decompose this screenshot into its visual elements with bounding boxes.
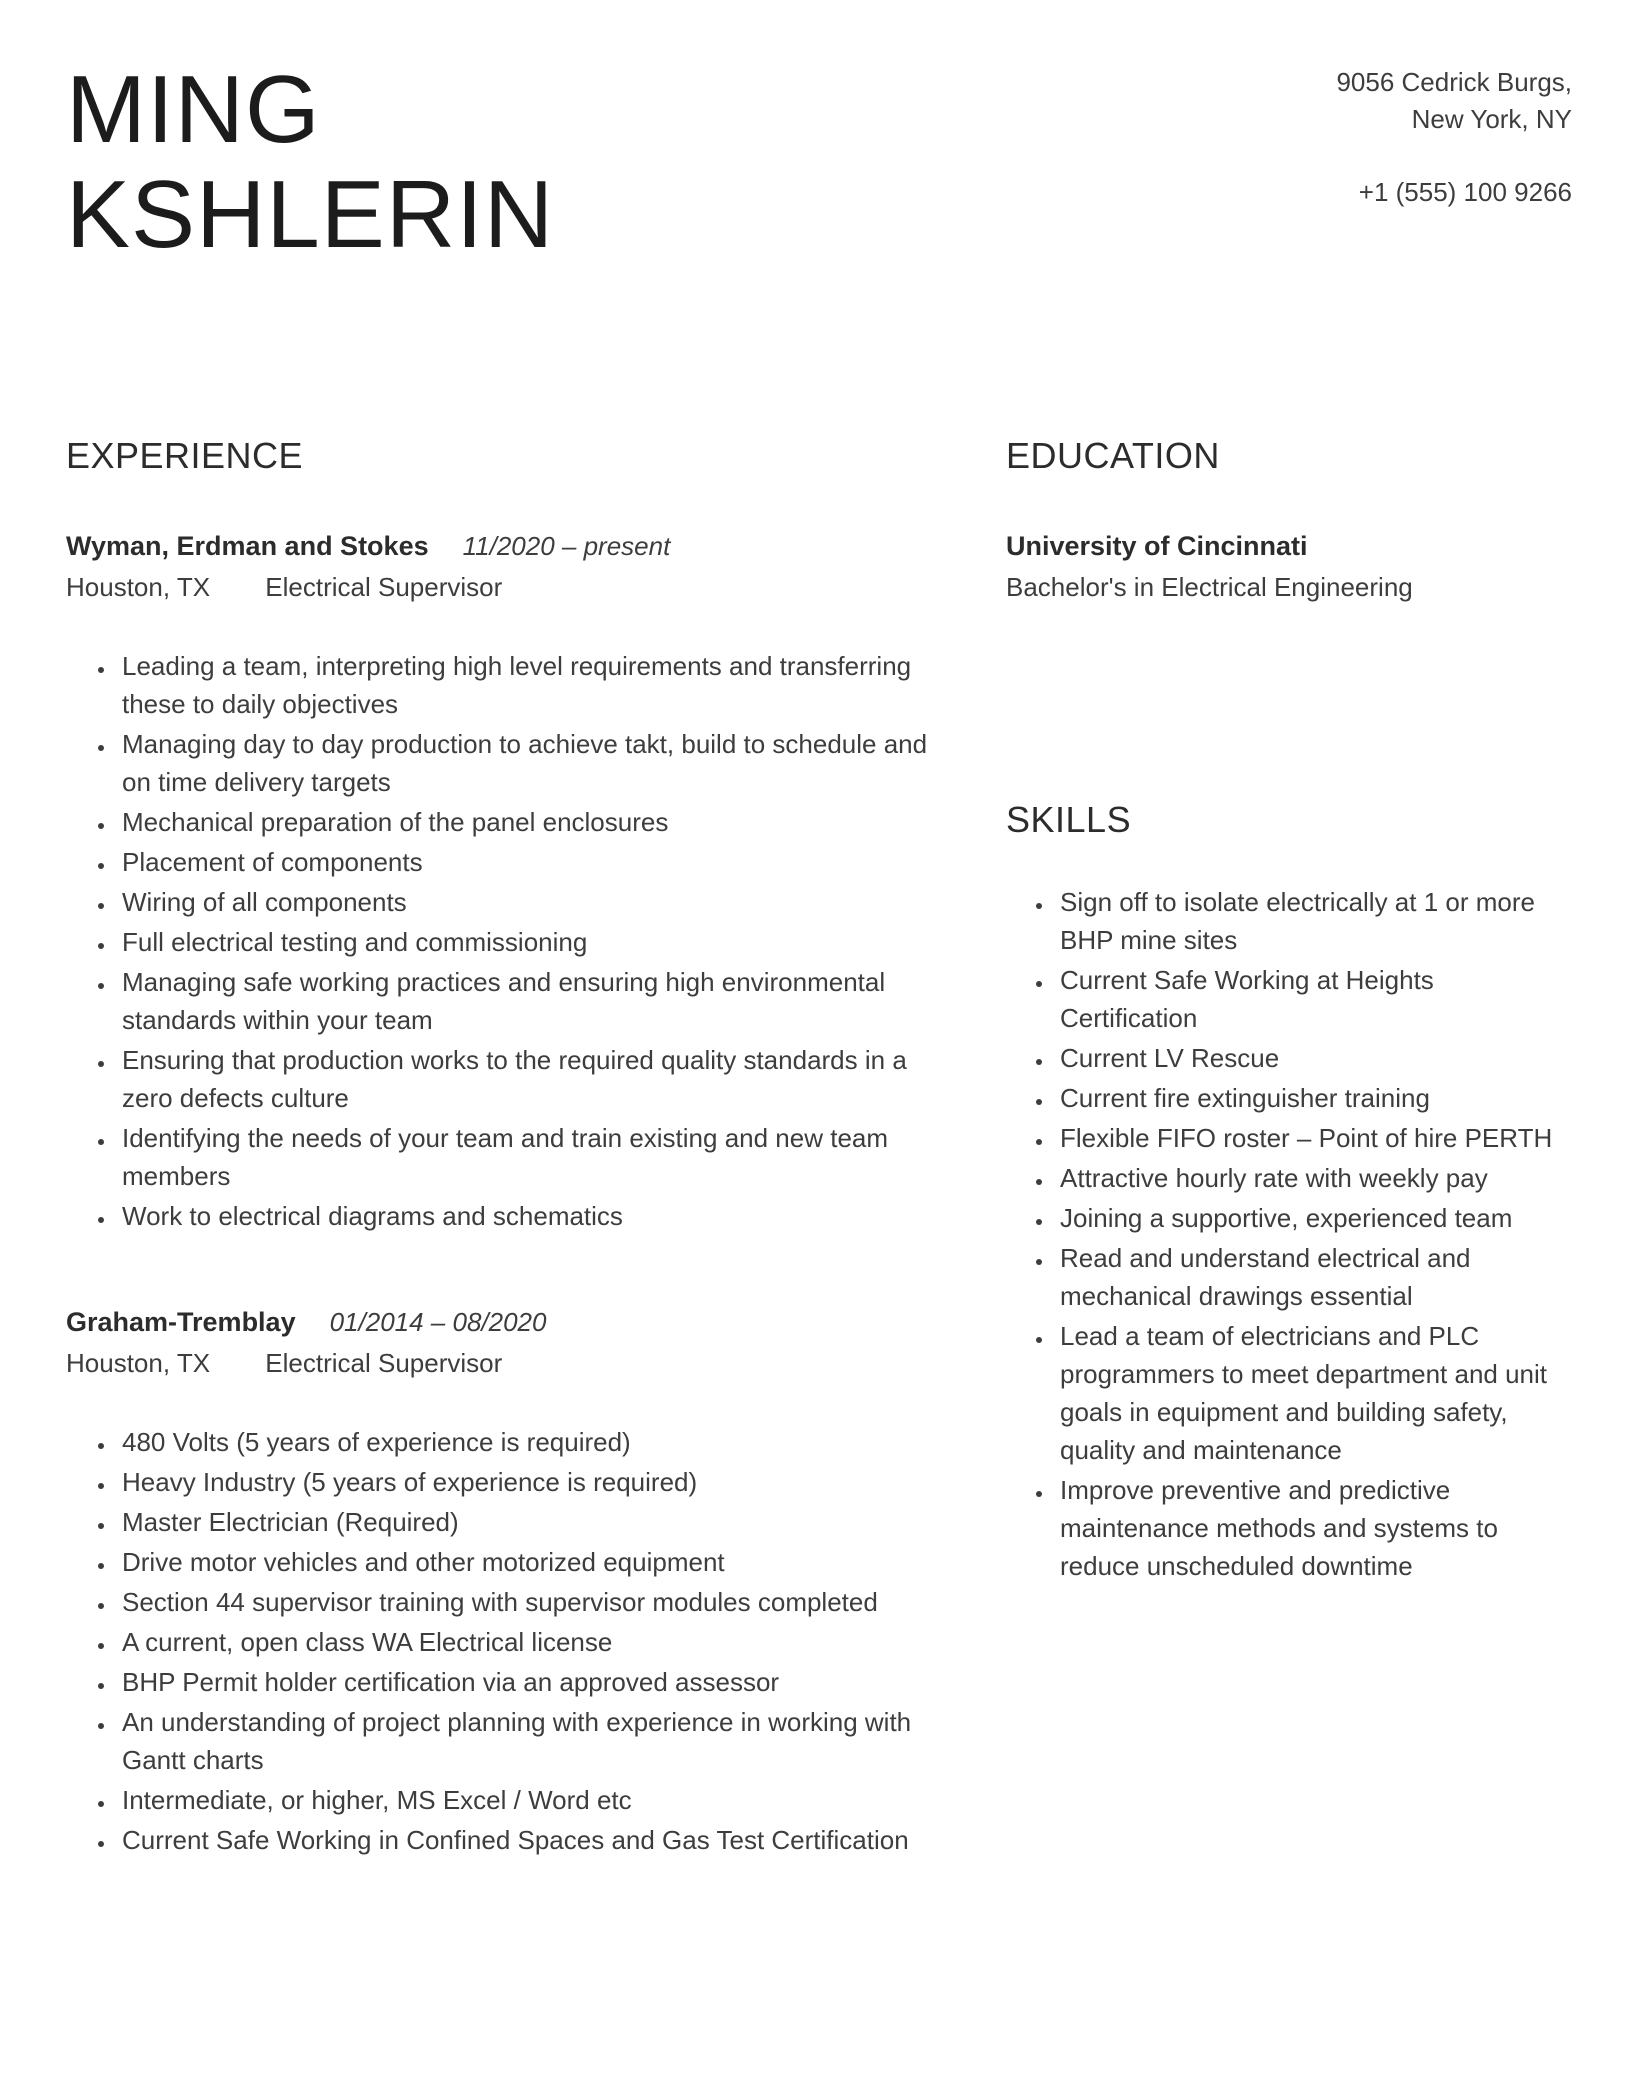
job-1-bullet: • Identifying the needs of your team and train existing and new team members (116, 1119, 938, 1195)
candidate-name (66, 58, 554, 267)
job-2-bullet: • Intermediate, or higher, MS Excel / Word etc (116, 1781, 938, 1819)
candidate-last-name: KSHLERIN (66, 160, 555, 268)
job-2-bullet: • A current, open class WA Electrical license (116, 1623, 938, 1661)
job-2-header (66, 1307, 938, 1338)
candidate-first-name: MING (66, 56, 321, 163)
contact-address-line2: New York, NY (1411, 103, 1572, 134)
skill-item: • Current Safe Working at Heights Certification (1054, 961, 1572, 1037)
job-2-bullet: • Drive motor vehicles and other motorized equipment (116, 1543, 938, 1581)
contact-phone: +1 (555) 100 9266 (1358, 176, 1572, 207)
skill-item: • Sign off to isolate electrically at 1 or more BHP mine sites (1054, 883, 1572, 959)
job-entry-2 (66, 1307, 938, 1859)
education-heading: EDUCATION (1006, 435, 1220, 477)
job-2-bullet: • 480 Volts (5 years of experience is required) (116, 1423, 938, 1461)
skills-heading: SKILLS (1006, 799, 1132, 841)
job-1-bullet: • Leading a team, interpreting high level requirements and transferring these to daily objectives (116, 647, 938, 723)
content-columns (66, 435, 1572, 1861)
skills-section (1006, 799, 1572, 1585)
skill-item: • Joining a supportive, experienced team (1054, 1199, 1572, 1237)
job-2-subheader (66, 1348, 938, 1379)
job-2-bullet: • BHP Permit holder certification via an approved assessor (116, 1663, 938, 1701)
right-column (1006, 435, 1572, 1861)
header (66, 58, 1572, 267)
job-1-title: Electrical Supervisor (265, 572, 503, 603)
job-1-bullet-list (66, 647, 938, 1235)
contact-address-line1: 9056 Cedrick Burgs, (1336, 67, 1572, 97)
job-2-title: Electrical Supervisor (265, 1348, 503, 1379)
education-degree: Bachelor's in Electrical Engineering (1006, 572, 1413, 603)
job-2-location: Houston, TX (66, 1348, 211, 1379)
job-1-bullet: • Wiring of all components (116, 883, 938, 921)
job-1-bullet: • Managing day to day production to achieve takt, build to schedule and on time delivery targets (116, 725, 938, 801)
skills-list (1006, 883, 1572, 1585)
job-2-dates: 01/2014 – 08/2020 (329, 1307, 547, 1338)
skill-item: • Attractive hourly rate with weekly pay (1054, 1159, 1572, 1197)
job-2-company: Graham-Tremblay (66, 1307, 296, 1338)
job-2-bullet: • An understanding of project planning with experience in working with Gantt charts (116, 1703, 938, 1779)
education-school: University of Cincinnati (1006, 531, 1308, 562)
skill-item: • Lead a team of electricians and PLC programmers to meet department and unit goals in equipment and building safety, quality and maintenance (1054, 1317, 1572, 1469)
job-1-dates: 11/2020 – present (462, 531, 671, 562)
job-1-company: Wyman, Erdman and Stokes (66, 531, 429, 562)
job-2-bullet: • Current Safe Working in Confined Spaces and Gas Test Certification (116, 1821, 938, 1859)
job-1-header (66, 531, 938, 562)
job-1-bullet: • Work to electrical diagrams and schematics (116, 1197, 938, 1235)
skill-item: • Flexible FIFO roster – Point of hire PERTH (1054, 1119, 1572, 1157)
skill-item: • Read and understand electrical and mechanical drawings essential (1054, 1239, 1572, 1315)
job-1-bullet: • Managing safe working practices and ensuring high environmental standards within your team (116, 963, 938, 1039)
job-1-location: Houston, TX (66, 572, 211, 603)
job-2-bullet: • Section 44 supervisor training with supervisor modules completed (116, 1583, 938, 1621)
experience-heading: EXPERIENCE (66, 435, 304, 477)
job-2-bullet: • Master Electrician (Required) (116, 1503, 938, 1541)
job-1-bullet: • Placement of components (116, 843, 938, 881)
contact-info (1336, 58, 1572, 211)
education-section (1006, 435, 1572, 603)
job-2-bullet: • Heavy Industry (5 years of experience is required) (116, 1463, 938, 1501)
job-1-subheader (66, 572, 938, 603)
experience-section (66, 435, 938, 1861)
skill-item: • Current LV Rescue (1054, 1039, 1572, 1077)
skill-item: • Improve preventive and predictive maintenance methods and systems to reduce unscheduled downtime (1054, 1471, 1572, 1585)
skill-item: • Current fire extinguisher training (1054, 1079, 1572, 1117)
job-1-bullet: • Mechanical preparation of the panel enclosures (116, 803, 938, 841)
job-2-bullet-list (66, 1423, 938, 1859)
job-entry-1 (66, 531, 938, 1235)
job-1-bullet: • Full electrical testing and commissioning (116, 923, 938, 961)
job-1-bullet: • Ensuring that production works to the required quality standards in a zero defects culture (116, 1041, 938, 1117)
